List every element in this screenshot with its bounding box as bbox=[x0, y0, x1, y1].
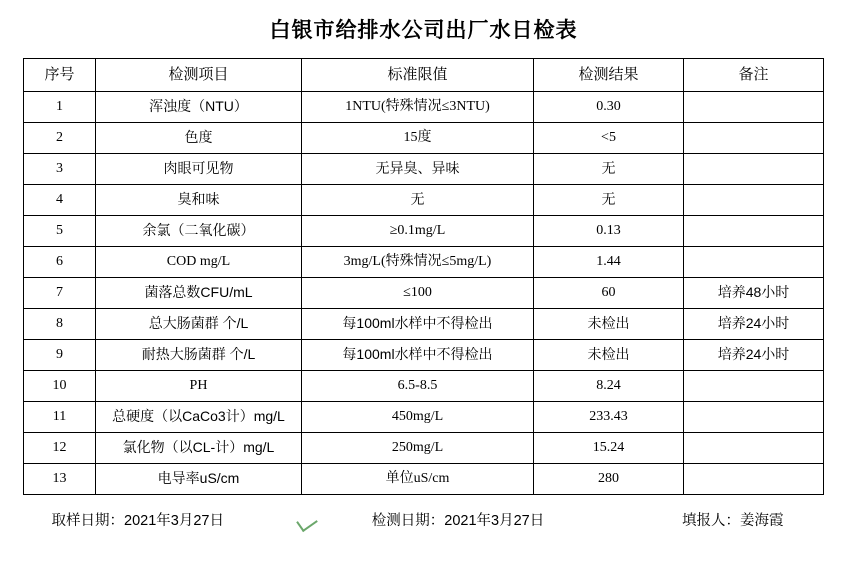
sampling-date: 取样日期：2021年3月27日 bbox=[51, 513, 224, 529]
cell-limit: 250mg/L bbox=[302, 433, 534, 464]
cell-result: 1.44 bbox=[534, 247, 684, 278]
cell-note bbox=[684, 247, 824, 278]
cell-result: 0.13 bbox=[534, 216, 684, 247]
cell-item: 耐热大肠菌群 个/L bbox=[96, 340, 302, 371]
cell-limit: 无 bbox=[302, 185, 534, 216]
column-header-seq: 序号 bbox=[24, 59, 96, 92]
table-row bbox=[24, 154, 824, 185]
cell-note bbox=[684, 216, 824, 247]
cell-seq: 2 bbox=[24, 123, 96, 154]
cell-limit: ≤100 bbox=[302, 278, 534, 309]
table-row bbox=[24, 309, 824, 340]
cell-result: 280 bbox=[534, 464, 684, 495]
cell-note: 培养24小时 bbox=[684, 340, 824, 371]
cell-limit: ≥0.1mg/L bbox=[302, 216, 534, 247]
table-row bbox=[24, 402, 824, 433]
cell-seq: 4 bbox=[24, 185, 96, 216]
cell-result: 无 bbox=[534, 154, 684, 185]
cell-note bbox=[684, 371, 824, 402]
cell-seq: 12 bbox=[24, 433, 96, 464]
cell-item: 色度 bbox=[96, 123, 302, 154]
table-row bbox=[24, 464, 824, 495]
table-row bbox=[24, 247, 824, 278]
table-header-row bbox=[24, 59, 824, 92]
cell-limit: 每100ml水样中不得检出 bbox=[302, 309, 534, 340]
cell-seq: 11 bbox=[24, 402, 96, 433]
cell-result: 60 bbox=[534, 278, 684, 309]
table-row bbox=[24, 340, 824, 371]
cell-result: 233.43 bbox=[534, 402, 684, 433]
cell-result: 未检出 bbox=[534, 340, 684, 371]
cell-limit: 3mg/L(特殊情况≤5mg/L) bbox=[302, 247, 534, 278]
cell-note bbox=[684, 464, 824, 495]
table-row bbox=[24, 123, 824, 154]
cell-note bbox=[684, 154, 824, 185]
cell-result: 未检出 bbox=[534, 309, 684, 340]
table-row bbox=[24, 371, 824, 402]
cell-result: 无 bbox=[534, 185, 684, 216]
cell-note: 培养24小时 bbox=[684, 309, 824, 340]
cell-limit: 每100ml水样中不得检出 bbox=[302, 340, 534, 371]
table-row bbox=[24, 92, 824, 123]
cell-seq: 13 bbox=[24, 464, 96, 495]
cell-item: 总硬度（以CaCo3计）mg/L bbox=[96, 402, 302, 433]
cell-limit: 15度 bbox=[302, 123, 534, 154]
cell-item: 肉眼可见物 bbox=[96, 154, 302, 185]
cell-note bbox=[684, 92, 824, 123]
cell-item: 电导率uS/cm bbox=[96, 464, 302, 495]
column-header-item: 检测项目 bbox=[96, 59, 302, 92]
cell-item: 臭和味 bbox=[96, 185, 302, 216]
cell-limit: 6.5-8.5 bbox=[302, 371, 534, 402]
page-title: 白银市给排水公司出厂水日检表 bbox=[269, 19, 578, 42]
cell-result: 0.30 bbox=[534, 92, 684, 123]
cell-seq: 10 bbox=[24, 371, 96, 402]
column-header-note: 备注 bbox=[684, 59, 824, 92]
test-date: 检测日期：2021年3月27日 bbox=[371, 513, 545, 529]
cell-note bbox=[684, 185, 824, 216]
cell-note: 培养48小时 bbox=[684, 278, 824, 309]
cell-limit: 450mg/L bbox=[302, 402, 534, 433]
cell-seq: 1 bbox=[24, 92, 96, 123]
cell-item: PH bbox=[96, 371, 302, 402]
cell-seq: 5 bbox=[24, 216, 96, 247]
cell-result: 8.24 bbox=[534, 371, 684, 402]
cell-seq: 3 bbox=[24, 154, 96, 185]
cell-limit: 单位uS/cm bbox=[302, 464, 534, 495]
table-row bbox=[24, 185, 824, 216]
column-header-result: 检测结果 bbox=[534, 59, 684, 92]
cell-seq: 7 bbox=[24, 278, 96, 309]
cell-item: 氯化物（以CL-计）mg/L bbox=[96, 433, 302, 464]
cell-seq: 8 bbox=[24, 309, 96, 340]
cell-item: 余氯（二氧化碳） bbox=[96, 216, 302, 247]
cell-note bbox=[684, 433, 824, 464]
column-header-limit: 标准限值 bbox=[302, 59, 534, 92]
water-quality-table bbox=[23, 58, 824, 495]
cell-result: <5 bbox=[534, 123, 684, 154]
cell-item: 浑浊度（NTU） bbox=[96, 92, 302, 123]
cell-seq: 6 bbox=[24, 247, 96, 278]
cell-note bbox=[684, 402, 824, 433]
table-row bbox=[24, 433, 824, 464]
cell-result: 15.24 bbox=[534, 433, 684, 464]
cell-seq: 9 bbox=[24, 340, 96, 371]
reporter-name: 填报人：姜海霞 bbox=[682, 513, 784, 529]
table-row bbox=[24, 278, 824, 309]
cell-item: 总大肠菌群 个/L bbox=[96, 309, 302, 340]
document-footer bbox=[24, 495, 824, 530]
cell-item: 菌落总数CFU/mL bbox=[96, 278, 302, 309]
cell-note bbox=[684, 123, 824, 154]
cell-item: COD mg/L bbox=[96, 247, 302, 278]
table-row bbox=[24, 216, 824, 247]
cell-limit: 无异臭、异味 bbox=[302, 154, 534, 185]
cell-limit: 1NTU(特殊情况≤3NTU) bbox=[302, 92, 534, 123]
